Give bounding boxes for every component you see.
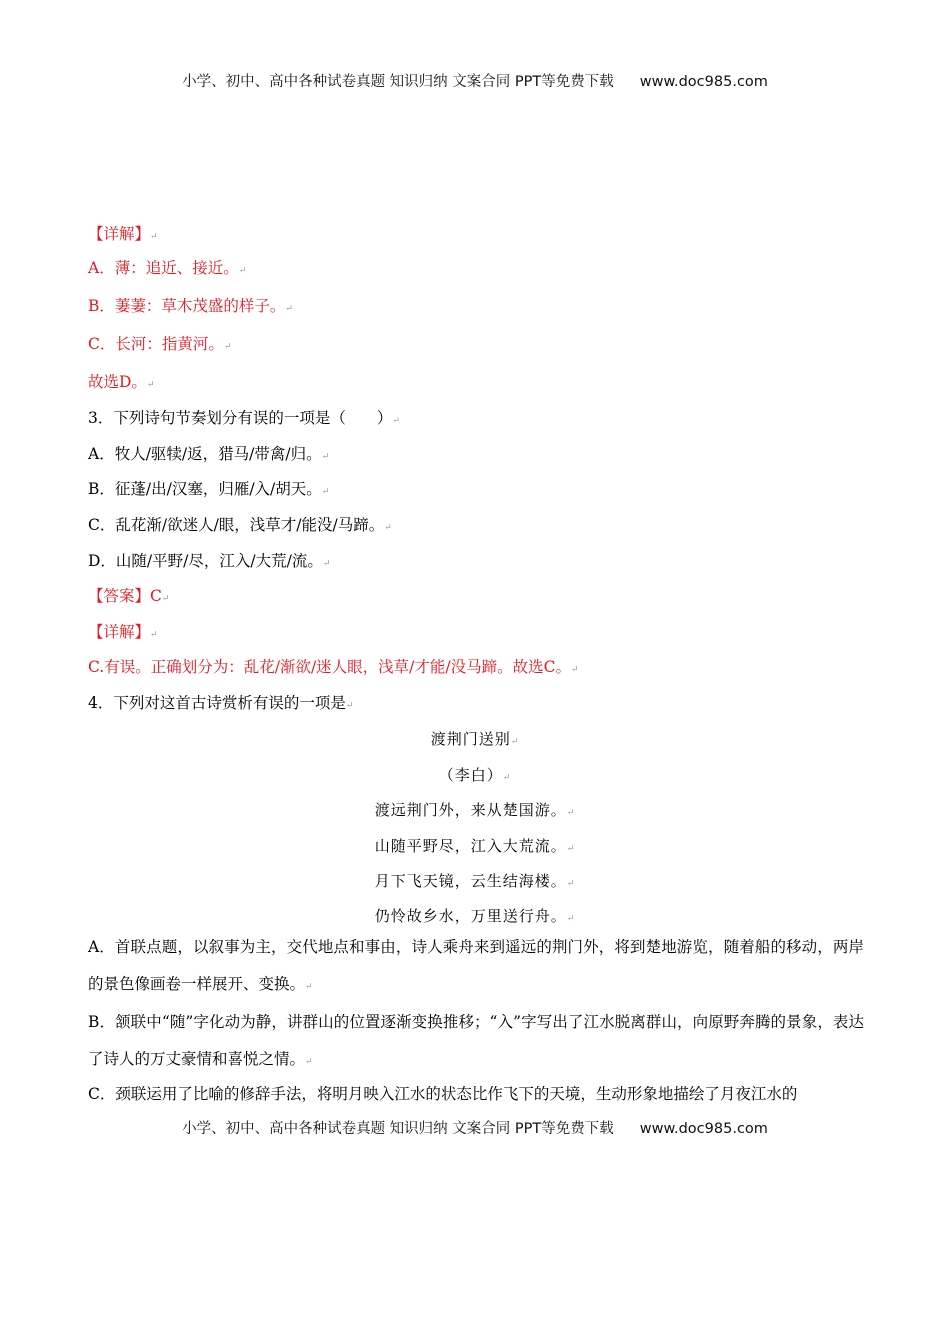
poem-line: 山随平野尽，江入大荒流。↵	[374, 837, 576, 855]
q2-option-c: C．长河：指黄河。↵	[88, 335, 232, 353]
footer-url[interactable]: www.doc985.com	[639, 1121, 768, 1137]
q3-option-c: C．乱花渐/欲迷人/眼，浅草才/能没/马蹄。↵	[88, 516, 392, 534]
q3-option-b: B．征蓬/出/汉塞，归雁/入/胡天。↵	[88, 480, 330, 498]
q3-detail: C.有误。正确划分为：乱花/渐欲/迷人眼，浅草/才能/没马蹄。故选C。↵	[88, 658, 579, 676]
q3-stem: 3．下列诗句节奏划分有误的一项是（ ）↵	[88, 409, 400, 427]
q2-option-a: A．薄：追近、接近。↵	[88, 259, 247, 277]
q4-option-b: B．颔联中“随”字化动为静，讲群山的位置逐渐变换推移；“入”字写出了江水脱离群山，向原野奔腾的景象，表达了诗人的万丈豪情和喜悦之情。↵	[88, 1013, 864, 1068]
q3-detail-label: 【详解】↵	[88, 623, 158, 641]
q3-answer: 【答案】C↵	[88, 587, 170, 605]
footer-text: 小学、初中、高中各种试卷真题 知识归纳 文案合同 PPT等免费下载	[182, 1121, 614, 1137]
page-footer	[0, 1117, 950, 1138]
q4-option-c: C．颈联运用了比喻的修辞手法，将明月映入江水的状态比作飞下的天境，生动形象地描绘了月夜江水的	[88, 1085, 798, 1103]
poem-author: （李白）↵	[438, 766, 512, 784]
page-header	[0, 70, 950, 91]
q4-stem: 4．下列对这首古诗赏析有误的一项是↵	[88, 694, 354, 712]
poem-line: 月下飞天镜，云生结海楼。↵	[374, 872, 576, 890]
q4-option-a: A．首联点题，以叙事为主，交代地点和事由，诗人乘舟来到遥远的荆门外，将到楚地游览，随着船的移动，两岸的景色像画卷一样展开、变换。↵	[88, 938, 864, 993]
header-url[interactable]: www.doc985.com	[639, 74, 768, 90]
poem-line: 渡远荆门外，来从楚国游。↵	[374, 801, 576, 819]
q2-option-b: B．萋萋：草木茂盛的样子。↵	[88, 297, 293, 315]
q2-detail-label: 【详解】↵	[88, 225, 158, 243]
poem-title: 渡荆门送别↵	[430, 730, 520, 748]
q2-answer: 故选D。↵	[88, 373, 155, 391]
q3-option-d: D．山随/平野/尽，江入/大荒/流。↵	[88, 552, 331, 570]
poem-line: 仍怜故乡水，万里送行舟。↵	[374, 907, 576, 925]
q3-option-a: A．牧人/驱犊/返，猎马/带禽/归。↵	[88, 445, 330, 463]
header-text: 小学、初中、高中各种试卷真题 知识归纳 文案合同 PPT等免费下载	[182, 74, 614, 90]
